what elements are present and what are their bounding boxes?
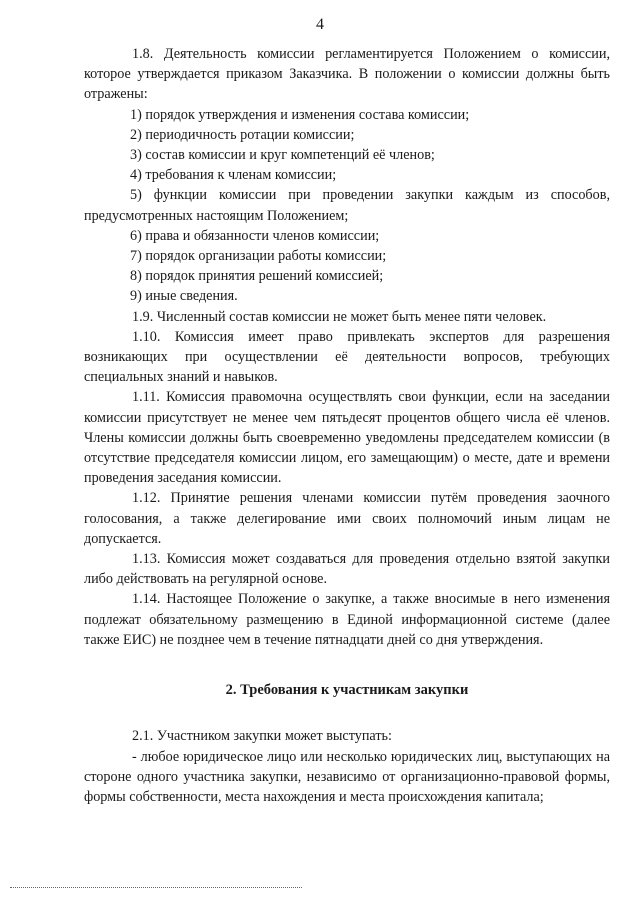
list-item: 2) периодичность ротации комиссии; (130, 126, 355, 143)
list-item: 9) иные сведения. (130, 288, 238, 305)
paragraph-1-11: 1.11. Комиссия правомочна осуществлять свои функции, если на заседании комиссии присутствует не менее чем пятьдесят процентов общего числа её членов. Члены комиссии должны быть своевременно уведомлены председателем комиссии (в отсутствие председателя комиссии лицом, его замещающим) о месте, дате и времени проведения заседания комиссии. (84, 389, 610, 487)
section-2-title: 2. Требования к участникам закупки (225, 682, 469, 699)
list-item: 3) состав комиссии и круг компетенций её членов; (130, 147, 435, 164)
list-item: 7) порядок организации работы комиссии; (130, 248, 387, 265)
paragraph-2-1: 2.1. Участником закупки может выступать: (132, 728, 392, 745)
paragraph-1-13: 1.13. Комиссия может создаваться для проведения отдельно взятой закупки либо действовать на регулярной основе. (84, 551, 610, 588)
paragraph-1-12: 1.12. Принятие решения членами комиссии путём проведения заочного голосования, а также делегирование ими своих полномочий иным лицам не допускается. (84, 490, 610, 547)
paragraph-1-10: 1.10. Комиссия имеет право привлекать экспертов для разрешения возникающих при осуществлении её деятельности вопросов, требующих специальных знаний и навыков. (84, 328, 610, 386)
list-item: 4) требования к членам комиссии; (130, 167, 337, 184)
list-item: 5) функции комиссии при проведении закупки каждым из способов, предусмотренных настоящим Положением; (84, 187, 610, 224)
paragraph-1-14: 1.14. Настоящее Положение о закупке, а также вносимые в него изменения подлежат обязательному размещению в Единой информационной системе (далее также ЕИС) не позднее чем в течение пятнадцати дней со дня утверждения. (84, 591, 610, 648)
paragraph-2-1-item: - любое юридическое лицо или несколько юридических лиц, выступающих на стороне одного участника закупки, независимо от организационно-правовой формы, формы собственности, места нахождения и места происхождения капитала; (84, 748, 610, 805)
footer-divider (10, 887, 302, 888)
page-number: 4 (316, 16, 324, 33)
list-item: 6) права и обязанности членов комиссии; (130, 227, 380, 244)
list-item: 1) порядок утверждения и изменения состава комиссии; (130, 106, 470, 123)
paragraph-1-9: 1.9. Численный состав комиссии не может быть менее пяти человек. (132, 308, 547, 325)
document-body (84, 44, 610, 807)
paragraph-1-8: 1.8. Деятельность комиссии регламентируется Положением о комиссии, которое утверждается приказом Заказчика. В положении о комиссии должны быть отражены: (84, 46, 610, 103)
list-item: 8) порядок принятия решений комиссией; (130, 268, 384, 285)
